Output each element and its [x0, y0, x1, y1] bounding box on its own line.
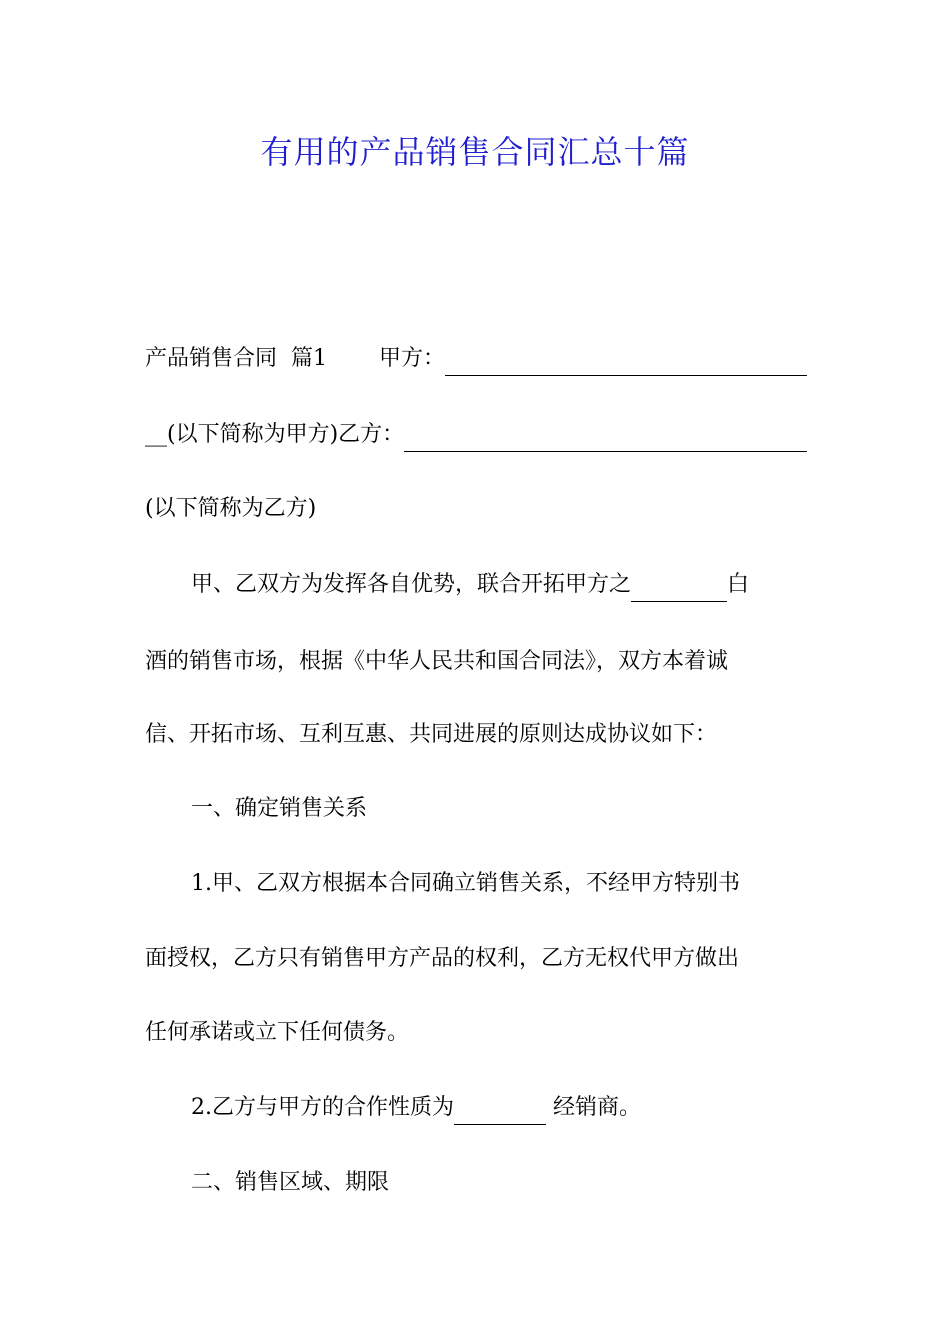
party-b-note: (以下简称为乙方): [145, 496, 317, 521]
paragraph-1-line-3: 信、开拓市场、互利互惠、共同进展的原则达成协议如下：: [145, 722, 718, 747]
section-2-heading: 二、销售区域、期限: [191, 1170, 390, 1195]
item2-text: 2.乙方与甲方的合作性质为: [191, 1095, 454, 1120]
party-a-label: 甲方：: [378, 346, 445, 371]
document-title: 有用的产品销售合同汇总十篇: [260, 133, 690, 171]
contract-label: 产品销售合同 篇1: [145, 346, 327, 371]
cooperation-blank: [454, 1102, 546, 1125]
party-b-label: __(以下简称为甲方)乙方：: [145, 422, 405, 447]
paragraph-1-line-2: 酒的销售市场，根据《中华人民共和国合同法》，双方本着诚: [145, 649, 729, 674]
party-b-blank: [404, 429, 807, 452]
para1-text: 甲、乙双方为发挥各自优势，联合开拓甲方之: [191, 572, 632, 597]
para1-end: 白: [727, 572, 750, 597]
party-a-blank: [445, 353, 807, 376]
section-1-heading: 一、确定销售关系: [191, 796, 368, 821]
item-1-line-3: 任何承诺或立下任何债务。: [145, 1020, 410, 1045]
liquor-blank: [631, 579, 727, 602]
contract-header-line: [145, 342, 807, 376]
party-b-line: [145, 418, 807, 452]
item-1-line-1: 1.甲、乙双方根据本合同确立销售关系，不经甲方特别书: [191, 871, 740, 896]
paragraph-1-line-1: [145, 568, 807, 602]
item-2-line: [145, 1091, 807, 1125]
item2-end: 经销商。: [546, 1095, 641, 1120]
item-1-line-2: 面授权，乙方只有销售甲方产品的权利，乙方无权代甲方做出: [145, 946, 740, 971]
